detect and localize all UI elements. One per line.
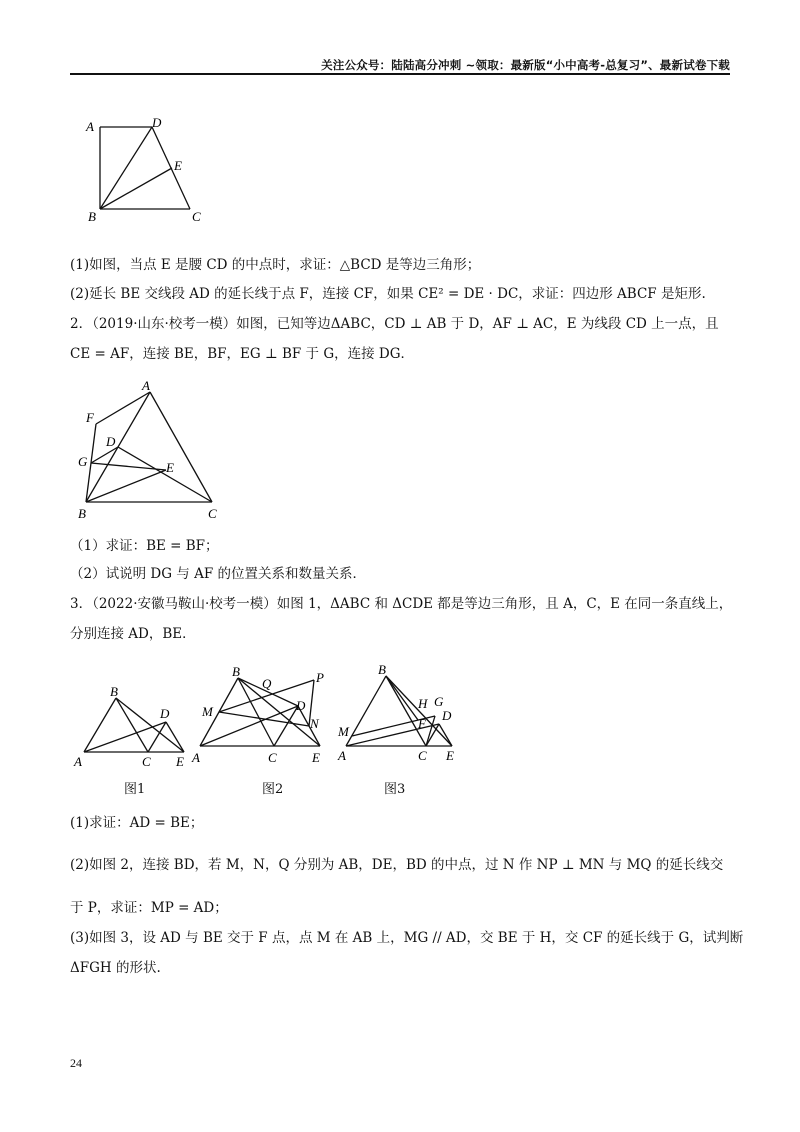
fig1-label-E: E	[174, 158, 182, 173]
problem2-stem-line2: CE = AF，连接 BE，BF，EG ⊥ BF 于 G，连接 DG．	[70, 346, 415, 362]
fig2-label-G: G	[78, 454, 88, 469]
fig3-1-label-E: E	[176, 754, 184, 769]
fig3-3-label-F: F	[418, 716, 426, 731]
fig3-1-label-C: C	[142, 754, 151, 769]
fig3-3-label-A: A	[338, 748, 346, 763]
fig2-label-E: E	[166, 460, 174, 475]
caption-figure3: 图3	[384, 782, 406, 797]
problem3-figure2	[188, 664, 338, 774]
problem3-figure1	[72, 680, 192, 770]
fig3-1-label-D: D	[160, 706, 170, 721]
problem3-part1: (1)求证：AD = BE；	[70, 815, 204, 831]
fig2-label-F: F	[86, 410, 94, 425]
problem1-figure	[80, 115, 210, 225]
problem1-part1: (1)如图，当点 E 是腰 CD 的中点时，求证：△BCD 是等边三角形；	[70, 257, 481, 273]
fig2-label-A: A	[142, 378, 150, 393]
fig1-label-A: A	[86, 119, 94, 134]
problem3-part3-line2: ΔFGH 的形状.	[70, 960, 161, 976]
fig3-1-label-A: A	[74, 754, 82, 769]
fig3-2-label-E: E	[312, 750, 320, 765]
fig3-2-label-D: D	[296, 698, 306, 713]
fig3-1-label-B: B	[110, 684, 118, 699]
fig2-label-C: C	[208, 506, 217, 521]
fig3-2-label-N: N	[310, 716, 319, 731]
fig1-label-D: D	[152, 115, 162, 130]
fig3-3-label-D: D	[442, 708, 452, 723]
fig3-2-label-P: P	[316, 670, 324, 685]
problem3-part3-line1: (3)如图 3，设 AD 与 BE 交于 F 点，点 M 在 AB 上，MG // AD，交 BE 于 H，交 CF 的延长线于 G，试判断	[70, 930, 744, 946]
fig1-label-B: B	[88, 209, 96, 224]
caption-figure1: 图1	[124, 782, 146, 797]
fig3-2-label-C: C	[268, 750, 277, 765]
fig3-3-label-M: M	[338, 724, 349, 739]
problem1-part2: (2)延长 BE 交线段 AD 的延长线于点 F，连接 CF，如果 CE² = DE · DC，求证：四边形 ABCF 是矩形.	[70, 286, 706, 302]
fig3-2-label-A: A	[192, 750, 200, 765]
fig3-3-label-G: G	[434, 694, 444, 709]
problem2-part2: （2）试说明 DG 与 AF 的位置关系和数量关系．	[70, 566, 366, 582]
problem3-part2-line1: (2)如图 2，连接 BD，若 M，N，Q 分别为 AB，DE，BD 的中点，过 N 作 NP ⊥ MN 与 MQ 的延长线交	[70, 857, 724, 873]
fig3-2-label-B: B	[232, 664, 240, 679]
problem3-stem-line1: 3．（2022·安徽马鞍山·校考一模）如图 1，ΔABC 和 ΔCDE 都是等边三角形，且 A，C，E 在同一条直线上，	[70, 596, 733, 612]
fig3-2-label-Q: Q	[262, 676, 272, 691]
fig3-3-label-E: E	[446, 748, 454, 763]
problem3-part2-line2: 于 P，求证：MP = AD；	[70, 900, 228, 916]
problem2-figure	[74, 380, 234, 522]
fig2-label-B: B	[78, 506, 86, 521]
fig3-3-label-C: C	[418, 748, 427, 763]
fig3-3-label-H: H	[418, 696, 428, 711]
page-number: 24	[70, 1056, 82, 1070]
fig2-label-D: D	[106, 434, 116, 449]
problem3-stem-line2: 分别连接 AD，BE．	[70, 626, 196, 642]
fig1-label-C: C	[192, 209, 201, 224]
problem2-stem-line1: 2．（2019·山东·校考一模）如图，已知等边ΔABC，CD ⊥ AB 于 D，AF ⊥ AC，E 为线段 CD 上一点，且	[70, 316, 719, 332]
fig3-3-label-B: B	[378, 662, 386, 677]
caption-figure2: 图2	[262, 782, 284, 797]
header-rule	[70, 73, 730, 75]
page-header: 关注公众号：陆陆高分冲刺 ~领取：最新版“小中高考-总复习”、最新试卷下载	[321, 58, 730, 72]
problem2-part1: （1）求证：BE = BF；	[70, 538, 219, 554]
problem3-figure3	[334, 658, 474, 773]
fig3-2-label-M: M	[202, 704, 213, 719]
